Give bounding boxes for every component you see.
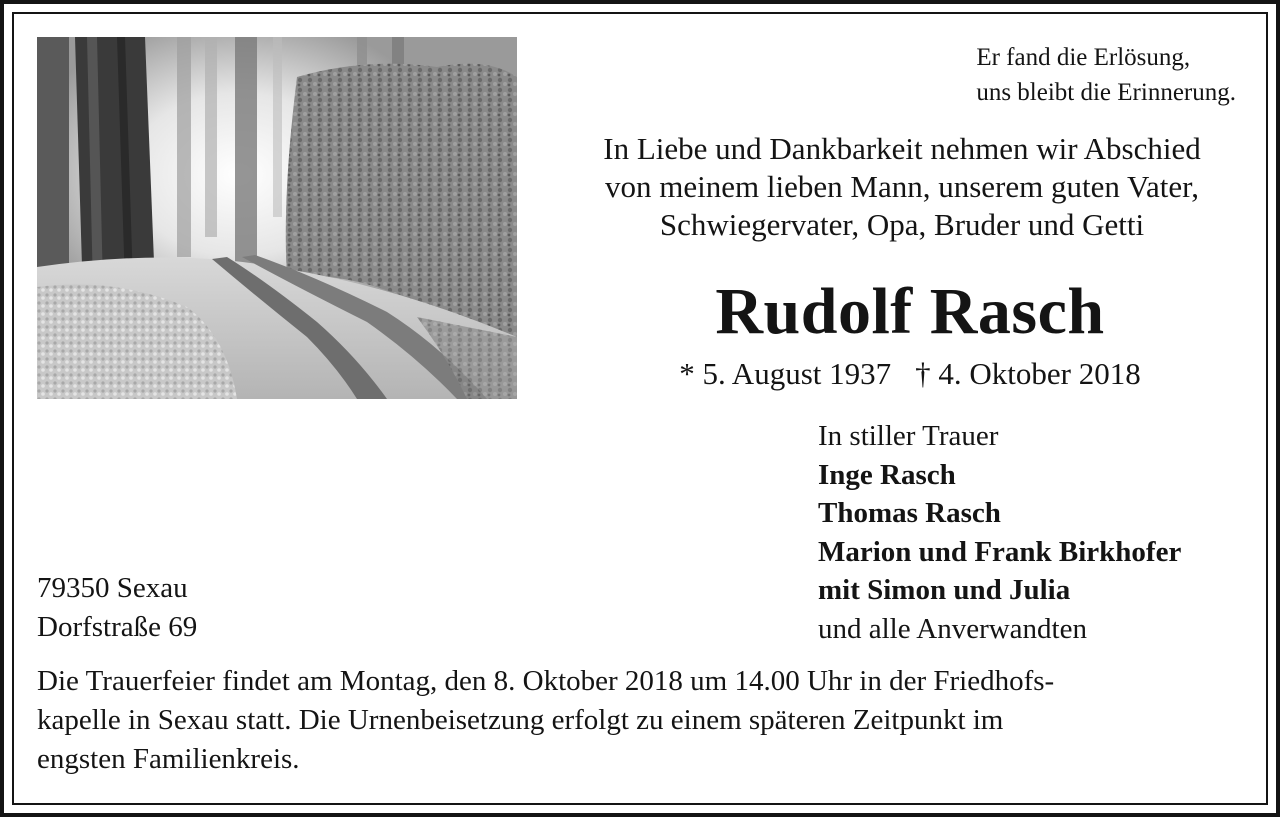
epitaph-quote bbox=[976, 40, 1236, 110]
address-line: 79350 Sexau bbox=[37, 572, 188, 604]
mourner-name: Thomas Rasch bbox=[818, 497, 1001, 529]
address-line: Dorfstraße 69 bbox=[37, 610, 198, 643]
intro-line: Schwiegervater, Opa, Bruder und Getti bbox=[659, 207, 1145, 242]
death-date: † 4. Oktober 2018 bbox=[915, 356, 1141, 391]
forest-illustration bbox=[37, 37, 517, 399]
farewell-intro bbox=[560, 130, 1244, 244]
family-address bbox=[37, 569, 197, 646]
mourners-closing: und alle Anverwandten bbox=[818, 612, 1087, 645]
intro-line: von meinem lieben Mann, unserem guten Vater, bbox=[605, 169, 1199, 204]
mourner-name: Inge Rasch bbox=[818, 458, 956, 491]
birth-date: * 5. August 1937 bbox=[679, 356, 892, 391]
mourners-intro: In stiller Trauer bbox=[818, 420, 999, 452]
ceremony-notice bbox=[37, 662, 1247, 779]
life-dates bbox=[560, 354, 1260, 394]
deceased-name: Rudolf Rasch bbox=[715, 275, 1105, 348]
ceremony-line: kapelle in Sexau statt. Die Urnenbeisetzung erfolgt zu einem späteren Zeitpunkt im bbox=[37, 704, 1004, 736]
intro-line: In Liebe und Dankbarkeit nehmen wir Abschied bbox=[603, 131, 1201, 166]
quote-line: uns bleibt die Erinnerung. bbox=[976, 79, 1236, 106]
ceremony-line: Die Trauerfeier findet am Montag, den 8. Oktober 2018 um 14.00 Uhr in der Friedhofs- bbox=[37, 665, 1055, 697]
mourner-name: mit Simon und Julia bbox=[818, 574, 1071, 606]
ceremony-line: engsten Familienkreis. bbox=[37, 743, 300, 775]
mourners-list bbox=[818, 417, 1181, 648]
mourner-name: Marion und Frank Birkhofer bbox=[818, 535, 1182, 568]
forest-path-photo bbox=[37, 37, 517, 399]
quote-line: Er fand die Erlösung, bbox=[976, 44, 1191, 71]
